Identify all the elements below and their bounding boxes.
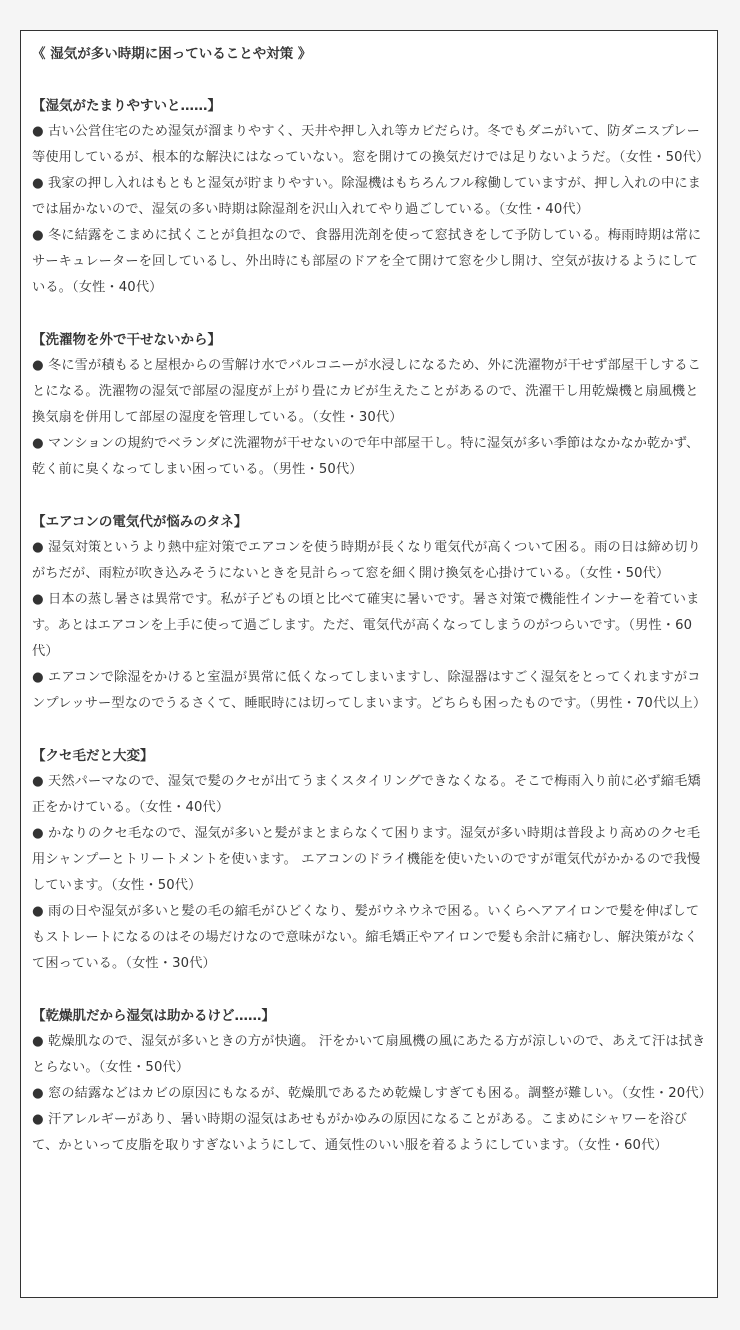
list-item: ● エアコンで除湿をかけると室温が異常に低くなってしまいますし、除湿器はすごく湿気をとってくれますがコンプレッサー型なのでうるさくて、睡眠時には切ってしまいます。どちらも困ったものです。（男性・70代以上） — [32, 670, 707, 711]
section-curly-hair — [32, 743, 707, 977]
section-laundry — [32, 327, 707, 483]
list-item: ● 窓の結露などはカビの原因にもなるが、乾燥肌であるため乾燥しすぎても困る。調整が難しい。（女性・20代） — [32, 1086, 713, 1101]
list-item: ● 冬に雪が積もると屋根からの雪解け水でバルコニーが水浸しになるため、外に洗濯物が干せず部屋干しすることになる。洗濯物の湿気で部屋の湿度が上がり畳にカビが生えたことがあるので、洗濯干し用乾燥機と扇風機と換気扇を併用して部屋の湿度を管理している。（女性・30代） — [32, 358, 702, 425]
section-aircon-cost — [32, 509, 707, 717]
list-item: ● 冬に結露をこまめに拭くことが負担なので、食器用洗剤を使って窓拭きをして予防している。梅雨時期は常にサーキュレーターを回しているし、外出時にも部屋のドアを全て開けて窓を少し開け、空気が抜けるようにしている。（女性・40代） — [32, 228, 702, 295]
list-item: ● 汗アレルギーがあり、暑い時期の湿気はあせもがかゆみの原因になることがある。こまめにシャワーを浴びて、かといって皮脂を取りすぎないようにして、通気性のいい服を着るようにしています。（女性・60代） — [32, 1112, 688, 1153]
list-item: ● 日本の蒸し暑さは異常です。私が子どもの頃と比べて確実に暑いです。暑さ対策で機能性インナーを着ています。あとはエアコンを上手に使って過ごします。ただ、電気代が高くなってしまうのがつらいです。（男性・60代） — [32, 592, 700, 659]
list-item: ● 古い公営住宅のため湿気が溜まりやすく、天井や押し入れ等カビだらけ。冬でもダニがいて、防ダニスプレー等使用しているが、根本的な解決にはなっていない。窓を開けての換気だけでは足りないようだ。（女性・50代） — [32, 124, 710, 165]
list-item: ● 湿気対策というより熱中症対策でエアコンを使う時期が長くなり電気代が高くついて困る。雨の日は締め切りがちだが、雨粒が吹き込みそうにないときを見計らって窓を細く開け換気を心掛けている。（女性・50代） — [32, 540, 701, 581]
section-dry-skin — [32, 1003, 713, 1159]
section-heading: 【洗濯物を外で干せないから】 — [32, 332, 221, 348]
list-item: ● かなりのクセ毛なので、湿気が多いと髪がまとまらなくて困ります。湿気が多い時期は普段より高めのクセ毛用シャンプーとトリートメントを使います。 エアコンのドライ機能を使いたいのですが電気代がかかるので我慢しています。（女性・50代） — [32, 826, 701, 893]
list-item: ● マンションの規約でベランダに洗濯物が干せないので年中部屋干し。特に湿気が多い季節はなかなか乾かず、乾く前に臭くなってしまい困っている。（男性・50代） — [32, 436, 700, 477]
survey-comments-card — [20, 30, 718, 1298]
section-humidity-buildup — [32, 93, 710, 301]
list-item: ● 乾燥肌なので、湿気が多いときの方が快適。 汗をかいて扇風機の風にあたる方が涼しいので、あえて汗は拭きとらない。（女性・50代） — [32, 1034, 706, 1075]
section-heading: 【エアコンの電気代が悩みのタネ】 — [32, 514, 248, 530]
list-item: ● 雨の日や湿気が多いと髪の毛の縮毛がひどくなり、髪がウネウネで困る。いくらヘアアイロンで髪を伸ばしてもストレートになるのはその場だけなので意味がない。縮毛矯正やアイロンで髪も余計に痛むし、解決策がなくて困っている。（女性・30代） — [32, 904, 700, 971]
section-heading: 【乾燥肌だから湿気は助かるけど……】 — [32, 1008, 275, 1024]
list-item: ● 天然パーマなので、湿気で髪のクセが出てうまくスタイリングできなくなる。そこで梅雨入り前に必ず縮毛矯正をかけている。（女性・40代） — [32, 774, 701, 815]
page-title: 《 湿気が多い時期に困っていることや対策 》 — [32, 46, 312, 62]
section-heading: 【湿気がたまりやすいと……】 — [32, 98, 221, 114]
section-heading: 【クセ毛だと大変】 — [32, 748, 154, 764]
list-item: ● 我家の押し入れはもともと湿気が貯まりやすい。除湿機はもちろんフル稼働していますが、押し入れの中にまでは届かないので、湿気の多い時期は除湿剤を沢山入れてやり過ごしている。（女性・40代） — [32, 176, 702, 217]
